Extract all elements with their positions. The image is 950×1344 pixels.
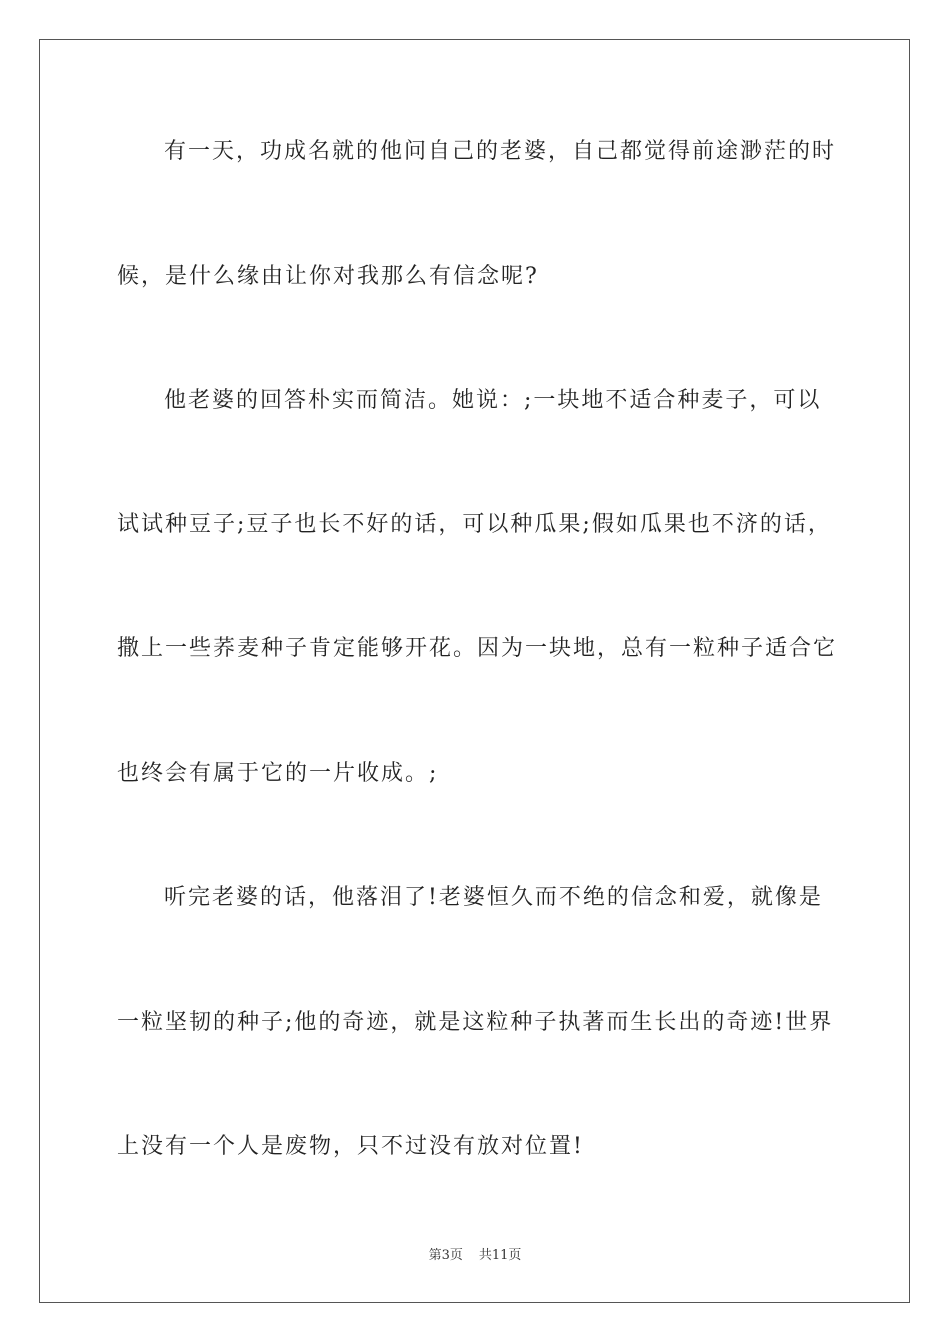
paragraph-2-line-1: 他老婆的回答朴实而简洁。她说：;一块地不适合种麦子，可以 xyxy=(164,388,822,413)
paragraph-2-line-3: 撒上一些荞麦种子肯定能够开花。因为一块地，总有一粒种子适合它 xyxy=(117,636,838,661)
page-total: 共11页 xyxy=(478,1248,522,1263)
paragraph-1-line-1: 有一天，功成名就的他问自己的老婆，自己都觉得前途渺茫的时 xyxy=(164,139,837,164)
page-footer xyxy=(0,1247,950,1265)
paragraph-3-line-1: 听完老婆的话，他落泪了!老婆恒久而不绝的信念和爱，就像是 xyxy=(164,885,823,910)
page-number: 第3页 xyxy=(428,1248,463,1263)
paragraph-1-line-2: 候，是什么缘由让你对我那么有信念呢? xyxy=(117,264,539,289)
paragraph-2-line-4: 也终会有属于它的一片收成。; xyxy=(117,761,439,786)
paragraph-3-line-2: 一粒坚韧的种子;他的奇迹，就是这粒种子执著而生长出的奇迹!世界 xyxy=(117,1010,834,1035)
paragraph-2-line-2: 试试种豆子;豆子也长不好的话，可以种瓜果;假如瓜果也不济的话， xyxy=(117,512,832,537)
paragraph-3-line-3: 上没有一个人是废物，只不过没有放对位置! xyxy=(117,1134,584,1159)
page-border xyxy=(39,39,910,1303)
